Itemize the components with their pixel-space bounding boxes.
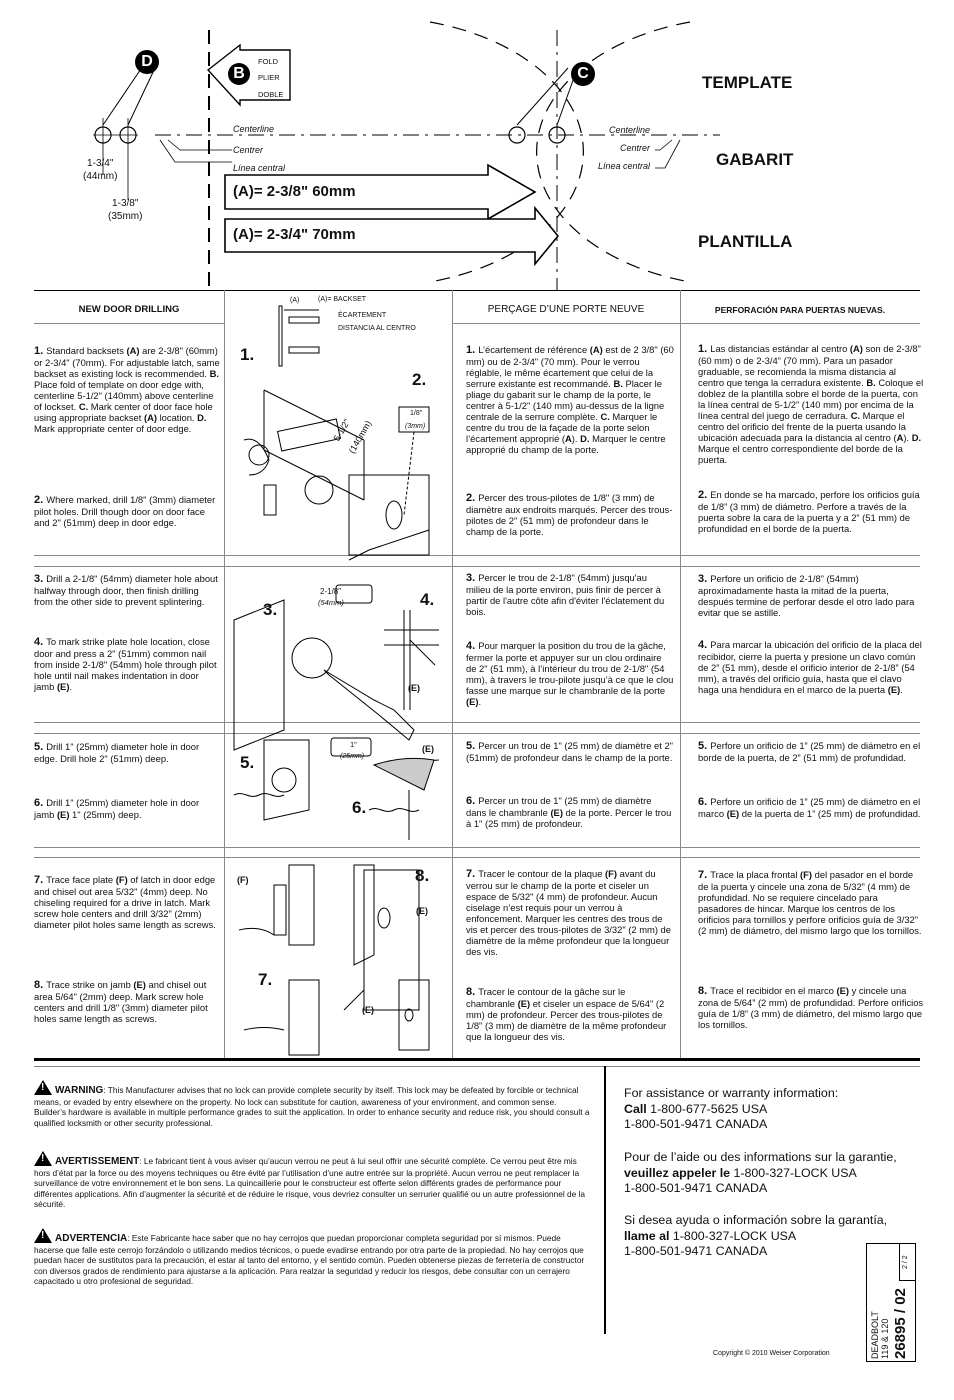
arrow-a1-label: (A)= 2-3/8" 60mm (233, 183, 356, 200)
centerline-en-right: Centerline (609, 125, 651, 135)
figures-drawing (224, 290, 452, 1058)
title-plantilla: PLANTILLA (698, 232, 793, 251)
figure-5-6 (234, 738, 439, 840)
warning-fr: !AVERTISSEMENT: Le fabricant tient à vous aviser qu’aucun verrou ne peut à lui seul offrir une sécurité complète. Ce verrou peut être mis hors d’état par la force ou des moyens techniques ou être évité par l’utilisation d’une autre entrée sur la propriété. Aucun verrou ne peut remplacer la surveillance de votre environnement et le bon sens. La quincaillerie pour le constructeur est offerte selon différents grades de performance pour différentes applications. Afin d’augmenter la sécurité et de réduire le risque, vous devriez consulter un serrurier qualifié ou un autre professionnel de la sécurité. (34, 1151, 590, 1210)
step-fr-3: 3. Percer le trou de 2-1/8" (54mm) jusqu'au milieu de la porte environ, puis finir de percer à partir de l'autre côte afin d'éviter l'éclatement du bois. (466, 572, 665, 617)
step-number: 6. (34, 797, 47, 809)
marker-b: B (228, 63, 250, 85)
fig5-mm: (25mm) (340, 753, 365, 760)
fig1-dim: 5-1/2" (331, 417, 353, 443)
arrow-a2-label: (A)= 2-3/4" 70mm (233, 226, 356, 243)
step-number: 1. (34, 345, 47, 357)
step-es-3: 3. Perfore un orificio de 2-1/8” (54mm) aproximadamente hasta la mitad de la puerta, después termine de perforar desde el otro lado para evitar que se astille. (698, 573, 915, 618)
centerline-es-right: Línea central (598, 161, 651, 171)
step-number: 5. (34, 741, 47, 753)
step-es-7: 7. Trace la placa frontal (F) del pasador en el borde de la puerta y cincele una zona de 5/32” (4 mm) de profundidad. No se requiere cincelado para pasadores de hincar. Marque los centros de los orificios para tornillos y perfore orificios guía de 3/32” (2 mm) de diámetro, del mismo largo que los tornillos. (698, 869, 922, 936)
step-es-6: 6. Perfore un orificio de 1” (25 mm) de diámetro en el marco (E) de la puerta de 1” (25 mm) de profundidad. (698, 796, 921, 819)
doble-label: DOBLE (258, 90, 284, 99)
page-indicator: 2 / 2 (902, 1255, 909, 1269)
fig-num-7: 7. (258, 970, 273, 989)
fig2-mm: (3mm) (405, 423, 426, 430)
dim-44mm: 1-3/4" (44mm) (83, 158, 118, 182)
fig-num-4: 4. (420, 590, 435, 609)
step-number: 8. (466, 986, 479, 998)
contact-fr: Pour de l’aide ou des informations sur la garantie, veuillez appeler le 1-800-327-LOCK USA 1-800-501-9471 CANADA (624, 1150, 897, 1195)
step-number: 3. (34, 573, 47, 585)
step-es-2: 2. En donde se ha marcado, perfore los orificios guía de 1/8” (3 mm) de diámetro. Perfore a través de la puerta sobre la cara de la puerta y a 2” (51 mm) de profundidad en el borde de la puerta. (698, 489, 920, 534)
step-en-6: 6. Drill 1" (25mm) diameter hole in door jamb (E) 1" (25mm) deep. (34, 797, 200, 820)
centerline-fr-left: Centrer (233, 145, 264, 155)
fig8-e-top: (E) (416, 906, 428, 916)
fig1-mm: (140mm) (346, 418, 374, 456)
dim-35mm: 1-3/8" (35mm) (108, 198, 143, 222)
fig3-dim: 2-1/8" (320, 587, 342, 596)
fig-num-8: 8. (415, 866, 430, 885)
step-number: 5. (466, 740, 479, 752)
plier-label: PLIER (258, 73, 280, 82)
step-en-8: 8. Trace strike on jamb (E) and chisel out area 5/64" (2mm) deep. Mark screw hole centers and drill 1/8" (3mm) diameter pilot holes same length as screws. (34, 979, 208, 1024)
centerline-fr-right: Centrer (620, 143, 651, 153)
title-gabarit: GABARIT (716, 150, 794, 169)
step-number: 3. (466, 572, 479, 584)
step-es-5: 5. Perfore un orificio de 1” (25 mm) de diámetro en el borde de la puerta, de 2” (51 mm) de profundidad. (698, 740, 921, 763)
warning-es: !ADVERTENCIA: Este Fabricante hace saber que no hay cerrojos que puedan proporcionar completa seguridad por sí mismos. Puede hacerse que falle este cerrojo forzándolo o utilizando medios técnicos, o puede evadirse entrando por otra parte de la propiedad. No hay cerrojos que puedan hacer de sustitutos para la precaución, el estar al tanto del entorno, y el sentido común. Pueden obtenerse piezas de ferretería de constructor con diversos grados de rendimiento para ajustarse a la aplicación. Para realzar la seguridad y reducir los riesgos, debe consultar con un cerrajero capacitado u otro profesional de seguridad. (34, 1228, 590, 1287)
marker-c: C (571, 62, 595, 86)
step-number: 6. (698, 796, 711, 808)
step-number: 1. (698, 343, 711, 355)
step-number: 2. (466, 492, 479, 504)
step-fr-6: 6. Percer un trou de 1" (25 mm) de diamètre dans le chambranle (E) de la porte. Percer le trou à 1" (25 mm) de profondeur. (466, 795, 672, 829)
part-number: 26895 / 02 (892, 1288, 909, 1359)
fig7-f: (F) (237, 875, 249, 885)
fig7-e: (E) (362, 1005, 374, 1015)
fig-backset-es: DISTANCIA AL CENTRO (338, 325, 416, 332)
template-drawing (0, 0, 954, 290)
step-es-8: 8. Trace el recibidor en el marco (E) y cincele una zona de 5/64” (2 mm) de profundidad. Perfore orificios guía de 1/8” (3 mm) de diámetro, del mismo largo que los tornillos. (698, 985, 924, 1030)
step-es-4: 4. Para marcar la ubicación del orificio de la placa del recibidor, cierre la puerta y presione un clavo común de 2” (51 mm), desde el orificio interior de 2-1/8” (54 mm), a través del orificio guía, hasta que el clavo haga una hendidura en el marco de la puerta (E). (698, 639, 922, 695)
header-es: PERFORACIÓN PARA PUERTAS NUEVAS. (714, 305, 886, 315)
step-fr-4: 4. Pour marquer la position du trou de la gâche, fermer la porte et appuyer sur un clou ordinaire de 2" (51 mm), à l’intérieur du trou de 2-1/8" (54 mm), à travers le trou-pilote jusqu’à ce que le clou fasse une marque sur le chambranle de la porte (E). (466, 640, 674, 707)
step-number: 4. (698, 639, 711, 651)
step-en-5: 5. Drill 1" (25mm) diameter hole in door edge. Drill hole 2" (51mm) deep. (34, 741, 200, 764)
step-en-4: 4. To mark strike plate hole location, close door and press a 2" (51mm) common nail from inside 2-1/8" (54mm) hole through pilot hole until nail makes indentation in door jamb (E). (34, 636, 217, 692)
contact-en: For assistance or warranty information: Call 1-800-677-5625 USA 1-800-501-9471 CANADA (624, 1086, 839, 1131)
centerline-en-left: Centerline (233, 124, 275, 134)
fig-backset-fr: ÉCARTEMENT (338, 312, 387, 319)
step-en-2: 2. Where marked, drill 1/8" (3mm) diameter pilot holes. Drill though door on door face and 2" (51mm) deep in door edge. (34, 494, 216, 528)
fig3-mm: (54mm) (318, 598, 344, 607)
model-numbers: 119 & 120 (880, 1318, 890, 1359)
marker-d: D (135, 50, 159, 74)
fig-num-2: 2. (412, 370, 427, 389)
step-number: 7. (466, 868, 479, 880)
step-fr-2: 2. Percer des trous-pilotes de 1/8" (3 mm) de diamètre aux endroits marqués. Percer des trous-pilotes de 2" (51 mm) de profondeur dans le champ de la porte. (466, 492, 673, 537)
header-en: NEW DOOR DRILLING (78, 304, 180, 315)
step-fr-5: 5. Percer un trou de 1" (25 mm) de diamètre et 2" (51mm) de profondeur dans le champ de la porte. (466, 740, 673, 763)
step-number: 8. (698, 985, 711, 997)
step-number: 1. (466, 344, 479, 356)
step-number: 6. (466, 795, 479, 807)
step-number: 3. (698, 573, 711, 585)
step-fr-8: 8. Tracer le contour de la gâche sur le chambranle (E) et ciseler un espace de 5/64" (2 mm) de profondeur. Percer des trous-pilotes de 1/8" (3 mm) de diamètre de la même profondeur que la longueur des vis. (466, 986, 667, 1042)
fig-num-6: 6. (352, 798, 367, 817)
step-number: 2. (34, 494, 47, 506)
part-number-box (866, 1243, 916, 1362)
step-es-1: 1. Las distancias estándar al centro (A) son de 2-3/8” (60 mm) o de 2-3/4” (70 mm). Para un pasador graduable, se recomienda la misma distancia al centro que tenga la cerradura existente. B. Coloque el doblez de la plantilla sobre el borde de la puerta, con la línea central de 5-1/2” (140 mm) por encima de la línea central del juego de cerradura. C. Marque el centro del orificio del frente de la puerta usando la ubicación adecuada para la distancia al centro (A). D. Marque el centro correspondiente del borde de la puerta. (698, 343, 924, 465)
copyright: Copyright © 2010 Weiser Corporation (713, 1350, 830, 1357)
fig-backset-label: (A)= BACKSET (318, 296, 367, 303)
step-fr-1: 1. L’écartement de référence (A) est de 2 3/8" (60 mm) ou de 2-3/4" (70 mm). Pour le verrou réglable, le même écartement que celui de la serrure existante est recommandé. B. Placer le pliage du gabarit sur le champ de la porte, le centrer à 5-1/2" (140 mm) au-dessus de la ligne centrale de la serrure complète. C. Marquer le centre du trou de la façade de la porte selon l’écartement approprié (A). D. Marquer le centre approprié du champ de la porte. (466, 344, 674, 455)
centerline-es-left: Línea central (233, 163, 286, 173)
fig2-dim: 1/8" (410, 410, 423, 417)
step-number: 8. (34, 979, 47, 991)
title-template: TEMPLATE (702, 73, 793, 92)
step-en-3: 3. Drill a 2-1/8" (54mm) diameter hole about halfway through door, then finish drilling from the other side to prevent splintering. (34, 573, 218, 607)
warning-icon (34, 1080, 52, 1095)
step-en-7: 7. Trace face plate (F) of latch in door edge and chisel out area 5/32" (4mm) deep. No chiseling required for a drive in latch. Mark screw hole centers and drill 3/32" (2mm) diameter pilot holes same length as screws. (34, 874, 216, 930)
fig4-e: (E) (408, 683, 420, 693)
fig6-e: (E) (422, 744, 434, 754)
warning-icon (34, 1228, 52, 1243)
contact-es: Si desea ayuda o información sobre la garantía, llame al 1-800-327-LOCK USA 1-800-501-9471 CANADA (624, 1213, 888, 1258)
fig-num-1: 1. (240, 345, 255, 364)
fig-backset-a: (A) (290, 297, 300, 304)
warning-icon (34, 1151, 52, 1166)
header-fr: PERÇAGE D’UNE PORTE NEUVE (487, 304, 645, 315)
step-number: 5. (698, 740, 711, 752)
step-fr-7: 7. Tracer le contour de la plaque (F) avant du verrou sur le champ de la porte et ciseler un espace de 5/32" (4 mm) de profondeur. Aucun ciselage n’est requis pour un verrou à enfoncement. Marquer les centres des trous de vis et percer des trous-pilotes de 3/32" (2 mm) de diamètre de la même profondeur que la longueur des vis. (466, 868, 671, 957)
figure-7-8 (239, 865, 429, 1055)
step-en-1: 1. Standard backsets (A) are 2-3/8" (60mm) or 2-3/4" (70mm). For adjustable latch, same backset as existing lock is recommended. B. Place fold of template on door edge with, centerline 5-1/2" (140mm) above centerline of lockset. C. Mark center of door face hole using appropriate backset (A) location. D. Mark appropriate center of door edge. (34, 345, 220, 434)
fig5-dim: 1" (350, 740, 357, 749)
fig-num-3: 3. (263, 600, 278, 619)
bore-circle-arc-right (537, 22, 690, 282)
fig-num-5: 5. (240, 753, 255, 772)
fold-label: FOLD (258, 57, 279, 66)
step-number: 4. (466, 640, 479, 652)
step-number: 2. (698, 489, 711, 501)
step-number: 7. (698, 869, 711, 881)
step-number: 7. (34, 874, 47, 886)
step-number: 4. (34, 636, 47, 648)
warning-en: !WARNING: This Manufacturer advises that no lock can provide complete security by itself. This lock may be defeated by forcible or technical means, or evaded by entry elsewhere on the property. No lock can substitute for caution, awareness of your environment, and common sense. Builder’s hardware is available in multiple performance grades to suit the application. In order to enhance security and reduce risk, you should consult a qualified locksmith or other security professional. (34, 1080, 590, 1128)
product-name: DEADBOLT (870, 1311, 880, 1359)
